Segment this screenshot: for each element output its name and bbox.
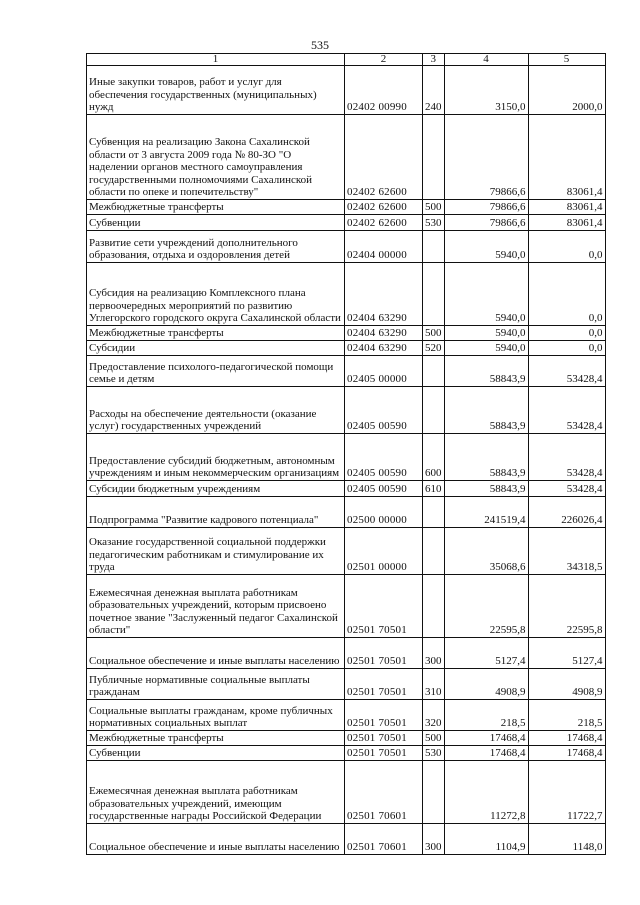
row-code-cell: 02405 00590 xyxy=(345,481,423,497)
table-row xyxy=(87,115,606,200)
row-value-col5-cell: 4908,9 xyxy=(528,669,605,700)
table-row xyxy=(87,746,606,761)
row-value-col5-cell: 34318,5 xyxy=(528,528,605,575)
row-type-cell xyxy=(423,263,445,326)
table-row xyxy=(87,387,606,434)
table-row xyxy=(87,669,606,700)
row-code-cell: 02500 00000 xyxy=(345,497,423,528)
row-name-cell: Субвенции xyxy=(87,746,345,761)
row-name-cell: Социальное обеспечение и иные выплаты населению xyxy=(87,638,345,669)
row-name-cell: Межбюджетные трансферты xyxy=(87,326,345,341)
row-value-col5-cell: 17468,4 xyxy=(528,731,605,746)
row-type-cell: 320 xyxy=(423,700,445,731)
row-value-col4-cell: 58843,9 xyxy=(444,434,528,481)
table-row xyxy=(87,761,606,824)
row-code-cell: 02405 00590 xyxy=(345,387,423,434)
row-name-cell: Субсидии xyxy=(87,341,345,356)
row-code-cell: 02404 00000 xyxy=(345,231,423,263)
page-number: 535 xyxy=(311,38,329,52)
row-code-cell: 02501 70501 xyxy=(345,669,423,700)
row-type-cell: 500 xyxy=(423,326,445,341)
row-code-cell: 02501 70601 xyxy=(345,824,423,855)
row-type-cell xyxy=(423,356,445,387)
row-code-cell: 02501 70501 xyxy=(345,731,423,746)
row-code-cell: 02402 00990 xyxy=(345,66,423,115)
table-row xyxy=(87,356,606,387)
row-name-cell: Социальное обеспечение и иные выплаты населению xyxy=(87,824,345,855)
row-value-col5-cell: 17468,4 xyxy=(528,746,605,761)
table-row xyxy=(87,638,606,669)
row-value-col4-cell: 58843,9 xyxy=(444,387,528,434)
row-name-cell: Межбюджетные трансферты xyxy=(87,200,345,215)
row-name-cell: Подпрограмма "Развитие кадрового потенциала" xyxy=(87,497,345,528)
row-name-cell: Субсидии бюджетным учреждениям xyxy=(87,481,345,497)
table-row xyxy=(87,200,606,215)
row-name-cell: Предоставление субсидий бюджетным, автономным учреждениям и иным некоммерческим организациям xyxy=(87,434,345,481)
row-value-col5-cell: 83061,4 xyxy=(528,215,605,231)
header-col-2: 2 xyxy=(345,54,423,66)
row-value-col5-cell: 1148,0 xyxy=(528,824,605,855)
row-value-col4-cell: 241519,4 xyxy=(444,497,528,528)
row-value-col4-cell: 35068,6 xyxy=(444,528,528,575)
row-value-col5-cell: 0,0 xyxy=(528,326,605,341)
row-type-cell: 300 xyxy=(423,638,445,669)
table-row xyxy=(87,66,606,115)
row-name-cell: Публичные нормативные социальные выплаты гражданам xyxy=(87,669,345,700)
row-value-col5-cell: 53428,4 xyxy=(528,434,605,481)
row-type-cell: 610 xyxy=(423,481,445,497)
row-type-cell xyxy=(423,115,445,200)
row-value-col4-cell: 5940,0 xyxy=(444,263,528,326)
row-name-cell: Субвенция на реализацию Закона Сахалинской области от 3 августа 2009 года № 80-ЗО "О наделении органов местного самоуправления государственными полномочиями Сахалинской области по опеке и попечительству" xyxy=(87,115,345,200)
row-value-col4-cell: 79866,6 xyxy=(444,215,528,231)
row-name-cell: Иные закупки товаров, работ и услуг для обеспечения государственных (муниципальных) нужд xyxy=(87,66,345,115)
row-value-col4-cell: 58843,9 xyxy=(444,481,528,497)
row-name-cell: Субсидия на реализацию Комплексного плана первоочередных мероприятий по развитию Углегорского городского округа Сахалинской области xyxy=(87,263,345,326)
row-value-col4-cell: 3150,0 xyxy=(444,66,528,115)
table-row xyxy=(87,575,606,638)
row-value-col5-cell: 226026,4 xyxy=(528,497,605,528)
row-value-col4-cell: 79866,6 xyxy=(444,115,528,200)
row-value-col4-cell: 5940,0 xyxy=(444,326,528,341)
row-code-cell: 02501 70501 xyxy=(345,638,423,669)
budget-table xyxy=(86,53,606,855)
row-type-cell: 520 xyxy=(423,341,445,356)
table-row xyxy=(87,528,606,575)
row-value-col4-cell: 5127,4 xyxy=(444,638,528,669)
row-code-cell: 02404 63290 xyxy=(345,263,423,326)
row-value-col5-cell: 53428,4 xyxy=(528,387,605,434)
row-type-cell xyxy=(423,575,445,638)
row-code-cell: 02404 63290 xyxy=(345,341,423,356)
header-col-5: 5 xyxy=(528,54,605,66)
row-value-col5-cell: 22595,8 xyxy=(528,575,605,638)
table-row xyxy=(87,341,606,356)
row-code-cell: 02501 70501 xyxy=(345,575,423,638)
row-value-col4-cell: 1104,9 xyxy=(444,824,528,855)
row-code-cell: 02402 62600 xyxy=(345,215,423,231)
row-code-cell: 02501 70501 xyxy=(345,746,423,761)
row-type-cell xyxy=(423,497,445,528)
row-type-cell: 530 xyxy=(423,746,445,761)
row-name-cell: Ежемесячная денежная выплата работникам образовательных учреждений, имеющим государственные награды Российской Федерации xyxy=(87,761,345,824)
row-type-cell: 500 xyxy=(423,200,445,215)
row-type-cell xyxy=(423,231,445,263)
table-row xyxy=(87,731,606,746)
row-value-col5-cell: 83061,4 xyxy=(528,200,605,215)
row-type-cell xyxy=(423,387,445,434)
row-value-col5-cell: 0,0 xyxy=(528,231,605,263)
row-value-col4-cell: 5940,0 xyxy=(444,341,528,356)
row-value-col4-cell: 218,5 xyxy=(444,700,528,731)
row-code-cell: 02402 62600 xyxy=(345,200,423,215)
row-value-col5-cell: 53428,4 xyxy=(528,481,605,497)
header-col-3: 3 xyxy=(423,54,445,66)
row-value-col4-cell: 11272,8 xyxy=(444,761,528,824)
row-value-col4-cell: 17468,4 xyxy=(444,731,528,746)
table-row xyxy=(87,215,606,231)
row-name-cell: Ежемесячная денежная выплата работникам образовательных учреждений, которым присвоено почетное звание "Заслуженный педагог Сахалинской области" xyxy=(87,575,345,638)
table-row xyxy=(87,326,606,341)
row-value-col5-cell: 11722,7 xyxy=(528,761,605,824)
header-col-1: 1 xyxy=(87,54,345,66)
table-row xyxy=(87,434,606,481)
row-code-cell: 02501 70501 xyxy=(345,700,423,731)
row-value-col5-cell: 5127,4 xyxy=(528,638,605,669)
row-value-col4-cell: 22595,8 xyxy=(444,575,528,638)
row-value-col5-cell: 0,0 xyxy=(528,263,605,326)
table-row xyxy=(87,700,606,731)
row-type-cell: 530 xyxy=(423,215,445,231)
row-name-cell: Межбюджетные трансферты xyxy=(87,731,345,746)
row-code-cell: 02501 70601 xyxy=(345,761,423,824)
row-name-cell: Развитие сети учреждений дополнительного образования, отдыха и оздоровления детей xyxy=(87,231,345,263)
row-code-cell: 02402 62600 xyxy=(345,115,423,200)
row-value-col4-cell: 58843,9 xyxy=(444,356,528,387)
row-code-cell: 02501 00000 xyxy=(345,528,423,575)
row-name-cell: Расходы на обеспечение деятельности (оказание услуг) государственных учреждений xyxy=(87,387,345,434)
row-name-cell: Социальные выплаты гражданам, кроме публичных нормативных социальных выплат xyxy=(87,700,345,731)
row-value-col5-cell: 218,5 xyxy=(528,700,605,731)
row-type-cell: 600 xyxy=(423,434,445,481)
row-value-col4-cell: 17468,4 xyxy=(444,746,528,761)
row-type-cell xyxy=(423,528,445,575)
row-name-cell: Оказание государственной социальной поддержки педагогическим работникам и стимулирование их труда xyxy=(87,528,345,575)
table-row xyxy=(87,824,606,855)
table-row xyxy=(87,481,606,497)
row-value-col4-cell: 79866,6 xyxy=(444,200,528,215)
row-value-col5-cell: 53428,4 xyxy=(528,356,605,387)
row-value-col5-cell: 0,0 xyxy=(528,341,605,356)
row-type-cell: 240 xyxy=(423,66,445,115)
row-value-col5-cell: 83061,4 xyxy=(528,115,605,200)
row-value-col5-cell: 2000,0 xyxy=(528,66,605,115)
row-type-cell: 310 xyxy=(423,669,445,700)
table-row xyxy=(87,231,606,263)
row-type-cell: 300 xyxy=(423,824,445,855)
row-name-cell: Предоставление психолого-педагогической помощи семье и детям xyxy=(87,356,345,387)
row-code-cell: 02405 00000 xyxy=(345,356,423,387)
header-row xyxy=(87,54,606,66)
row-type-cell: 500 xyxy=(423,731,445,746)
row-value-col4-cell: 4908,9 xyxy=(444,669,528,700)
header-col-4: 4 xyxy=(444,54,528,66)
row-code-cell: 02405 00590 xyxy=(345,434,423,481)
row-value-col4-cell: 5940,0 xyxy=(444,231,528,263)
table-row xyxy=(87,263,606,326)
table-row xyxy=(87,497,606,528)
row-name-cell: Субвенции xyxy=(87,215,345,231)
row-code-cell: 02404 63290 xyxy=(345,326,423,341)
row-type-cell xyxy=(423,761,445,824)
